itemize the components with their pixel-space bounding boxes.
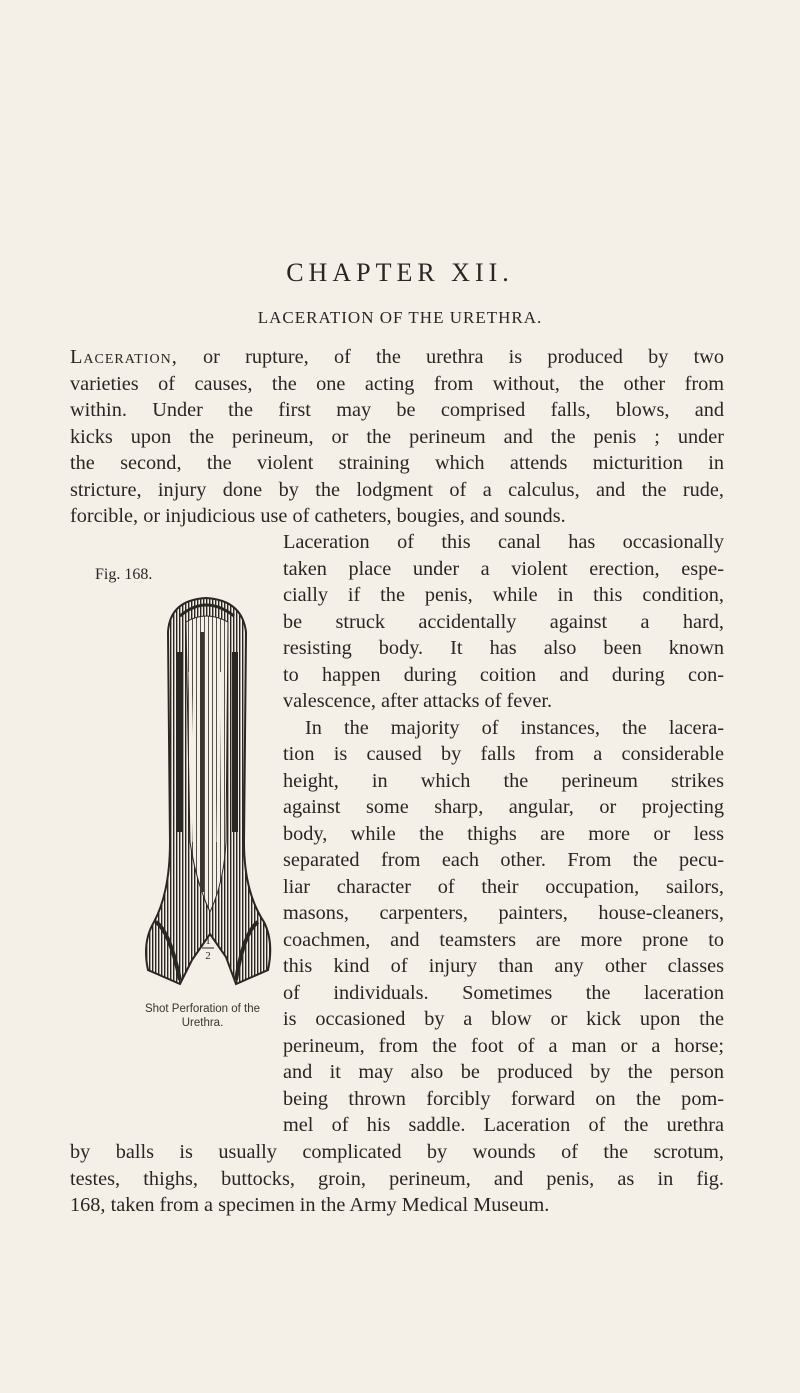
- paragraph-erection: [283, 529, 724, 1139]
- text-line: separated from each other. From the pecu-: [283, 849, 724, 871]
- text-line: Laceration, or rupture, of the urethra is produced by two: [70, 346, 724, 368]
- text-line: against some sharp, angular, or projecting: [283, 796, 724, 818]
- scale-denominator: 2: [205, 950, 211, 962]
- caption-line: Urethra.: [181, 1017, 224, 1029]
- caption-line: Shot Perforation of the: [144, 1003, 261, 1015]
- scale-numerator: 1: [205, 935, 211, 947]
- text-line: this kind of injury than any other classes: [283, 955, 724, 977]
- chapter-heading: CHAPTER XII.: [286, 258, 514, 287]
- text-line: coachmen, and teamsters are more prone to: [283, 928, 724, 951]
- text-line: masons, carpenters, painters, house-cleaners,: [283, 902, 724, 924]
- text-line: the second, the violent straining which attends micturition in: [70, 452, 724, 474]
- text-line: tion is caused by falls from a considerable: [283, 743, 724, 765]
- text-line: perineum, from the foot of a man or a horse;: [283, 1034, 724, 1057]
- text-line: by balls is usually complicated by wounds of the scrotum,: [70, 1141, 724, 1163]
- urethra-illustration: [140, 592, 274, 996]
- figure-label: Fig. 168.: [95, 566, 153, 583]
- text-line: height, in which the perineum strikes: [283, 769, 724, 792]
- text-line: forcible, or injudicious use of catheters, bougies, and sounds.: [70, 505, 566, 527]
- text-line: be struck accidentally against a hard,: [283, 610, 724, 633]
- text-line: mel of his saddle. Laceration of the urethra: [283, 1114, 724, 1136]
- text-line: body, while the thighs are more or less: [283, 822, 724, 845]
- text-line: resisting body. It has also been known: [283, 637, 724, 659]
- lead-word: Laceration,: [70, 346, 178, 368]
- text-line: to happen during coition and during con-: [283, 663, 724, 686]
- text-line: 168, taken from a specimen in the Army Medical Museum.: [70, 1194, 550, 1216]
- text-line: within. Under the first may be comprised falls, blows, and: [70, 399, 724, 421]
- figure-caption: [130, 1002, 275, 1030]
- urethra-specimen-figure: [140, 592, 274, 996]
- text-line: varieties of causes, the one acting from without, the other from: [70, 372, 724, 395]
- section-title: LACERATION OF THE URETHRA.: [257, 308, 543, 327]
- text-line: testes, thighs, buttocks, groin, perineum, and penis, as in fig.: [70, 1167, 724, 1190]
- paragraph-balls: [70, 1139, 724, 1219]
- text-line: cially if the penis, while in this condition,: [283, 584, 724, 606]
- text-line: of individuals. Sometimes the laceration: [283, 981, 724, 1004]
- text-line: taken place under a violent erection, espe-: [283, 557, 724, 580]
- text-line: being thrown forcibly forward on the pom-: [283, 1087, 724, 1110]
- text-line: valescence, after attacks of fever.: [283, 690, 553, 712]
- paragraph-intro: [70, 344, 724, 530]
- text-line: stricture, injury done by the lodgment of a calculus, and the rude,: [70, 478, 724, 501]
- text-line: kicks upon the perineum, or the perineum and the penis ; under: [70, 425, 724, 448]
- text-line: In the majority of instances, the lacera-: [305, 716, 724, 739]
- text-line: liar character of their occupation, sailors,: [283, 875, 724, 898]
- text-line: and it may also be produced by the person: [283, 1061, 724, 1083]
- text-line: is occasioned by a blow or kick upon the: [283, 1008, 724, 1030]
- text-line: Laceration of this canal has occasionally: [283, 531, 724, 553]
